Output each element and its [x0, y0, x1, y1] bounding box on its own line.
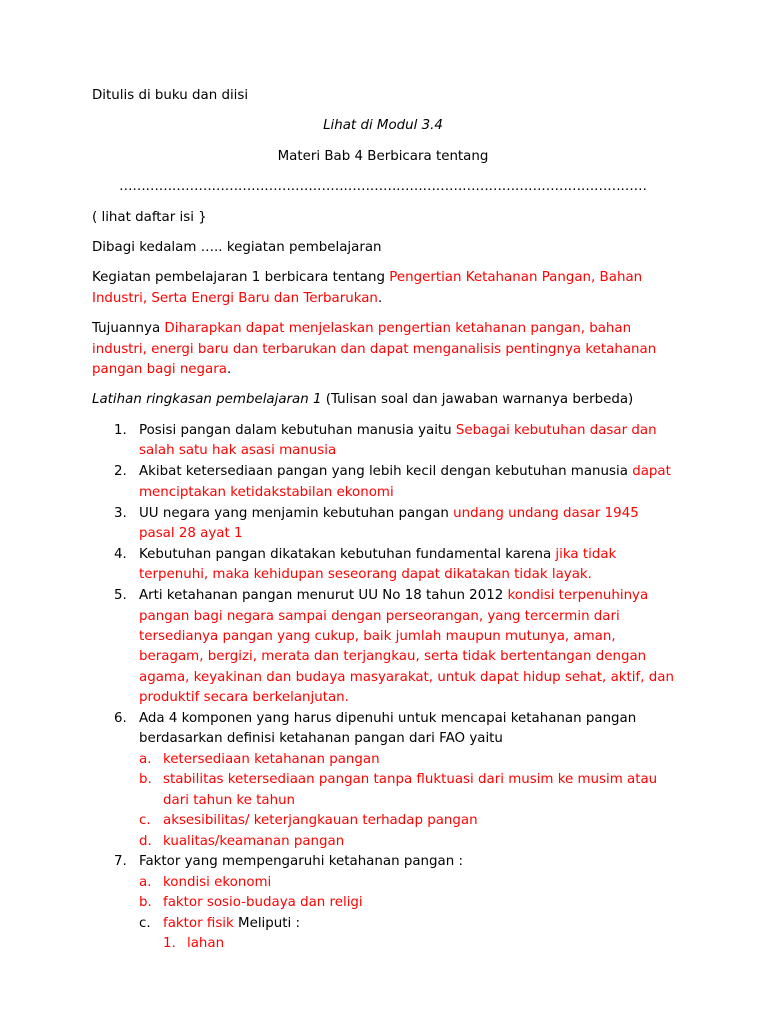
physical-factors-list [163, 934, 674, 954]
sub-item-letter: d. [139, 833, 152, 849]
sub-item-text: ketersediaan ketahanan pangan [163, 751, 380, 767]
sub-item-text: faktor fisik [163, 915, 234, 931]
sub-item-letter: a. [139, 874, 152, 890]
question-text: Arti ketahanan pangan menurut UU No 18 tahun 2012 [139, 588, 508, 604]
list-item-number: 6. [114, 711, 127, 727]
sub-list-item [139, 873, 674, 893]
answer-text: jika tidak terpenuhi, maka kehidupan seseorang dapat dikatakan tidak layak. [139, 546, 617, 583]
list-item-number: 5. [114, 588, 127, 604]
answer-text: kondisi terpenuhinya pangan bagi negara sampai dengan perseorangan, yang tercermin dari tersedianya pangan yang cukup, baik jumlah maupun mutunya, aman, beragam, bergizi, merata dan terjangkau, serta tidak bertentangan dengan agama, keyakinan dan budaya masyarakat, untuk dapat hidup sehat, aktif, dan produktif secara berkelanjutan. [139, 588, 674, 706]
list-item [92, 462, 674, 503]
answer-text: undang undang dasar 1945 pasal 28 ayat 1 [139, 505, 639, 541]
objective-answer: Diharapkan dapat menjelaskan pengertian ketahanan pangan, bahan industri, energi baru dan terbarukan dan dapat menganalisis pentingnya ketahanan pangan bagi negara [92, 321, 657, 378]
question-text: Akibat ketersediaan pangan yang lebih kecil dengan kebutuhan manusia [139, 464, 633, 480]
list-item-number: 2. [114, 464, 127, 480]
sub-item-letter: b. [139, 895, 152, 911]
sub-list-item [139, 750, 674, 770]
fill-in-dots: ………………………………………………………………………………………………………… [119, 179, 647, 195]
objective-prefix: Tujuannya [92, 321, 165, 337]
fao-components-list [139, 750, 674, 852]
list-item-number: 1. [114, 422, 127, 438]
exercise-heading [92, 390, 674, 410]
list-item [92, 504, 674, 545]
sub-item-text: aksesibilitas/ keterjangkauan terhadap pangan [163, 813, 478, 829]
activity-topic-prefix: Kegiatan pembelajaran 1 berbicara tentang [92, 270, 390, 286]
question-text: UU negara yang menjamin kebutuhan pangan [139, 505, 454, 521]
list-item [92, 545, 674, 586]
objective-paragraph [92, 319, 674, 380]
activity-topic-answer: Pengertian Ketahanan Pangan, Bahan Industri, Serta Energi Baru dan Terbarukan [92, 270, 643, 306]
question-text: Kebutuhan pangan dikatakan kebutuhan fundamental karena [139, 546, 556, 562]
sub-item-text: faktor sosio-budaya dan religi [163, 895, 363, 911]
list-item [92, 421, 674, 462]
sub-item-text: stabilitas ketersediaan pangan tanpa fluktuasi dari musim ke musim atau dari tahun ke tahun [163, 772, 658, 808]
sub-item-letter: c. [139, 915, 151, 931]
question-text: Posisi pangan dalam kebutuhan manusia yaitu [139, 422, 456, 438]
sub-item-letter: c. [139, 813, 151, 829]
question-text: Faktor yang mempengaruhi ketahanan pangan : [139, 854, 463, 870]
module-reference: Lihat di Modul 3.4 [323, 118, 443, 134]
sub-sub-list-item [163, 934, 674, 954]
sub-list-item [139, 811, 674, 831]
answer-text: dapat menciptakan ketidakstabilan ekonomi [139, 464, 671, 500]
toc-note: ( lihat daftar isi } [92, 209, 207, 225]
list-item-number: 4. [114, 546, 127, 562]
sub-list-item [139, 770, 674, 811]
sub-item-text: kondisi ekonomi [163, 874, 272, 890]
exercise-heading-note: (Tulisan soal dan jawaban warnanya berbeda) [321, 392, 634, 408]
factors-list [139, 873, 674, 955]
list-item [92, 852, 674, 954]
exercise-list [92, 421, 674, 955]
chapter-line: Materi Bab 4 Berbicara tentang [277, 148, 489, 164]
objective-suffix: . [226, 362, 232, 378]
intro-line: Ditulis di buku dan diisi [92, 88, 249, 103]
list-item-number: 7. [114, 854, 127, 870]
sub-sub-item-number: 1. [163, 936, 176, 952]
activity-topic-paragraph [92, 268, 674, 309]
sub-list-item [139, 832, 674, 852]
sub-list-item [139, 914, 674, 955]
activity-count-line: Dibagi kedalam ….. kegiatan pembelajaran [92, 240, 382, 256]
list-item-number: 3. [114, 505, 127, 521]
sub-item-letter: b. [139, 772, 152, 788]
document-page [92, 86, 674, 955]
activity-topic-suffix: . [377, 290, 383, 306]
answer-text: Sebagai kebutuhan dasar dan salah satu hak asasi manusia [139, 422, 657, 459]
sub-item-letter: a. [139, 751, 152, 767]
list-item [92, 709, 674, 852]
sub-sub-item-text: lahan [187, 936, 225, 952]
sub-item-text: kualitas/keamanan pangan [163, 833, 345, 849]
sub-item-rest: Meliputi : [233, 915, 300, 931]
question-text: Ada 4 komponen yang harus dipenuhi untuk mencapai ketahanan pangan berdasarkan definisi ketahanan pangan dari FAO yaitu [139, 711, 637, 747]
exercise-heading-title: Latihan ringkasan pembelajaran 1 [92, 392, 322, 408]
sub-list-item [139, 893, 674, 913]
list-item [92, 586, 674, 708]
